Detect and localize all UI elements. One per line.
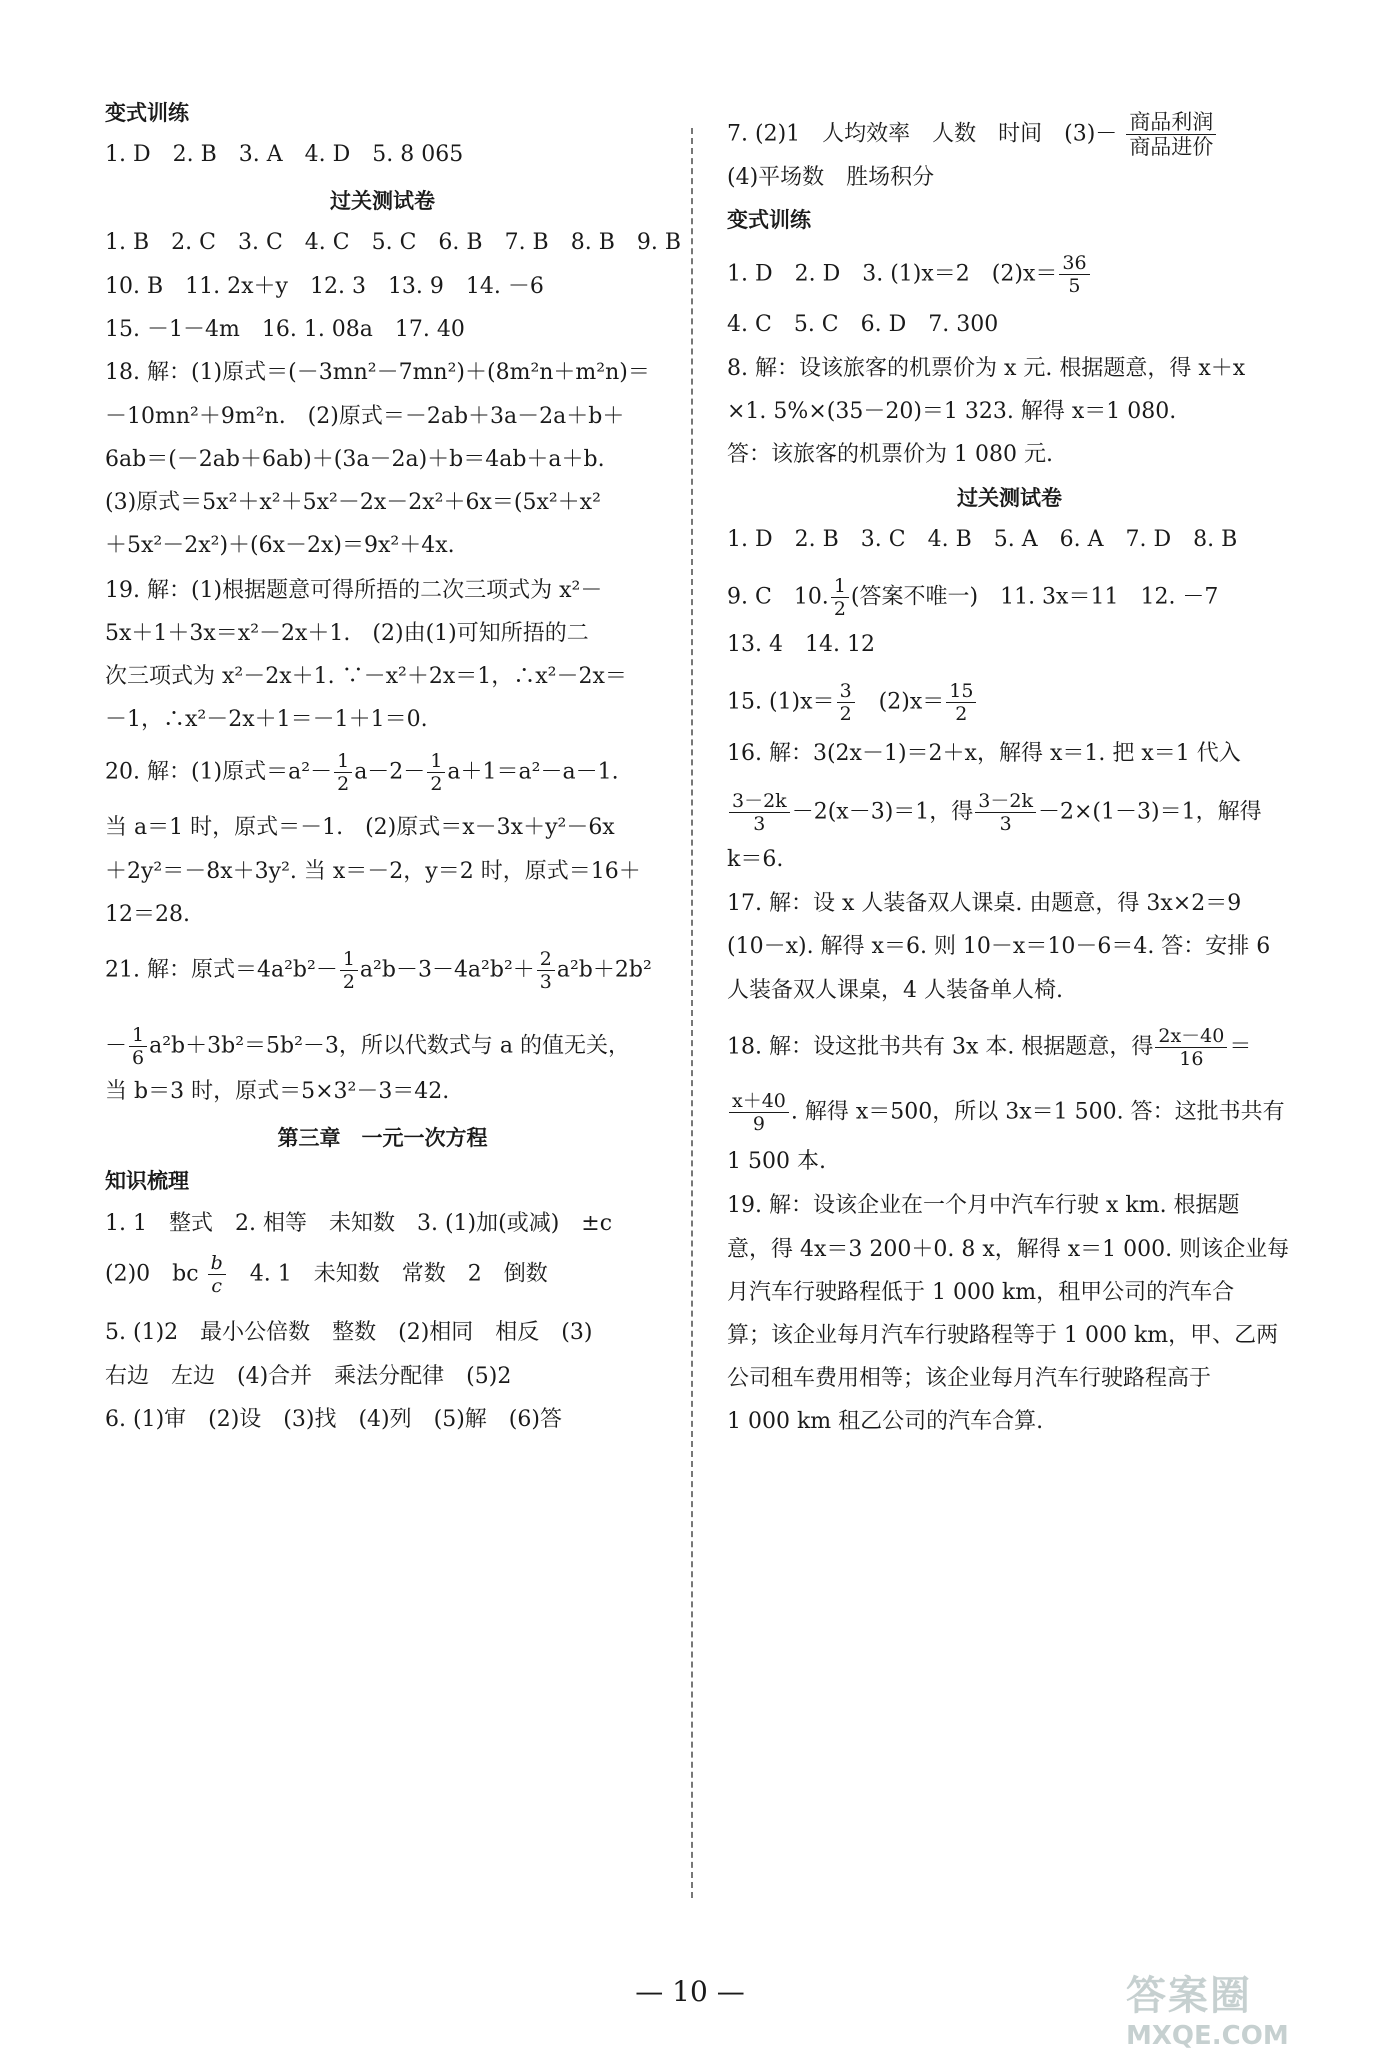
answer-line: 1. 1 整式 2. 相等 未知数 3. (1)加(或减) ±c (105, 1211, 613, 1236)
answer-line: 6. (1)审 (2)设 (3)找 (4)列 (5)解 (6)答 (105, 1407, 562, 1432)
fraction: $\frac{1}{2}$ (334, 750, 352, 795)
answer-line: －10mn²＋9m²n. (2)原式＝－2ab＋3a－2a＋b＋ (105, 404, 625, 429)
answer-line: 算；该企业每月汽车行驶路程等于 1 000 km，甲、乙两 (727, 1323, 1279, 1348)
answer-line-fraction: 21. 解：原式＝4a²b²－ $\frac{1}{2}$ a²b－3－4a²b²＋ $\frac{2}{3}$ a²b＋2b² (105, 948, 652, 993)
answer-line: 16. 解：3(2x－1)＝2＋x，解得 x＝1. 把 x＝1 代入 (727, 741, 1241, 766)
answer-line: 17. 解：设 x 人装备双人课桌. 由题意，得 3x×2＝9 (727, 891, 1242, 916)
column-divider (691, 128, 693, 1898)
answer-line-fraction: (2)0 bc $\frac{b}{c}$ 4. 1 未知数 常数 2 倒数 (105, 1252, 548, 1297)
answer-line: 18. 解：(1)原式＝(－3mn²－7mn²)＋(8m²n＋m²n)＝ (105, 360, 650, 385)
fraction: $\frac{2x-40}{16}$ (1155, 1025, 1227, 1070)
fraction: $\frac{36}{5}$ (1059, 252, 1089, 297)
fraction: $\frac{15}{2}$ (946, 680, 976, 725)
answer-line: 1. D 2. B 3. C 4. B 5. A 6. A 7. D 8. B (727, 527, 1238, 552)
heading-knowledge-review: 知识梳理 (105, 1169, 189, 1193)
heading-test-paper: 过关测试卷 (330, 189, 435, 213)
fraction: $\frac{\text{商品利润}}{\text{商品进价}}$ (1126, 110, 1216, 159)
watermark-top: 答案圈 (1126, 1973, 1252, 2019)
answer-line: ＋5x²－2x²)＋(6x－2x)＝9x²＋4x. (105, 533, 455, 558)
answer-line: 5. (1)2 最小公倍数 整数 (2)相同 相反 (3) (105, 1320, 593, 1345)
fraction: $\frac{3-2k}{3}$ (975, 790, 1036, 835)
answer-line: 公司租车费用相等；该企业每月汽车行驶路程高于 (727, 1366, 1212, 1391)
heading-variant-training: 变式训练 (105, 101, 189, 125)
answer-line: 人装备双人课桌，4 人装备单人椅. (727, 978, 1063, 1003)
fraction: $\frac{1}{6}$ (129, 1024, 147, 1069)
answer-line: (10－x). 解得 x＝6. 则 10－x＝10－6＝4. 答：安排 6 (727, 934, 1271, 959)
answer-line-fraction: $\frac{3-2k}{3}$ －2(x－3)＝1，得 $\frac{3-2k}{3}$ －2×(1－3)＝1，解得 (727, 790, 1262, 835)
answer-line: 答：该旅客的机票价为 1 080 元. (727, 442, 1053, 467)
answer-line: 意，得 4x＝3 200＋0. 8 x，解得 x＝1 000. 则该企业每 (727, 1237, 1290, 1262)
answer-line: 12＝28. (105, 902, 190, 927)
heading-test-paper: 过关测试卷 (957, 486, 1062, 510)
answer-line-fraction: 9. C 10. $\frac{1}{2}$ (答案不唯一) 11. 3x＝11 12. －7 (727, 575, 1219, 620)
fraction: $\frac{2}{3}$ (537, 948, 555, 993)
answer-line: 次三项式为 x²－2x＋1. ∵－x²＋2x＝1，∴x²－2x＝ (105, 664, 627, 689)
answer-line: 5x＋1＋3x＝x²－2x＋1. (2)由(1)可知所捂的二 (105, 621, 589, 646)
answer-line: 19. 解：(1)根据题意可得所捂的二次三项式为 x²－ (105, 578, 603, 603)
answer-line-fraction: 15. (1)x＝ $\frac{3}{2}$ (2)x＝ $\frac{15}{2}$ (727, 680, 978, 725)
fraction: $\frac{1}{2}$ (427, 750, 445, 795)
heading-chapter-3: 第三章 一元一次方程 (277, 1126, 488, 1150)
answer-line: ＋2y²＝－8x＋3y². 当 x＝－2，y＝2 时，原式＝16＋ (105, 859, 641, 884)
answer-line: 当 a＝1 时，原式＝－1. (2)原式＝x－3x＋y²－6x (105, 815, 615, 840)
answer-line: 1 500 本. (727, 1149, 826, 1174)
answer-line: 10. B 11. 2x＋y 12. 3 13. 9 14. －6 (105, 274, 544, 299)
answer-line: (4)平场数 胜场积分 (727, 165, 935, 190)
page-number: — 10 — (635, 1975, 745, 2008)
answer-line: 13. 4 14. 12 (727, 632, 875, 657)
answer-line-fraction: － $\frac{1}{6}$ a²b＋3b²＝5b²－3，所以代数式与 a 的值无关， (105, 1024, 631, 1069)
answer-line: 15. －1－4m 16. 1. 08a 17. 40 (105, 317, 465, 342)
answer-line-fraction: 18. 解：设这批书共有 3x 本. 根据题意，得 $\frac{2x-40}{16}$ ＝ (727, 1025, 1252, 1070)
answer-line-fraction: $\frac{x+40}{9}$ . 解得 x＝500，所以 3x＝1 500. 答：这批书共有 (727, 1090, 1285, 1135)
fraction: $\frac{1}{2}$ (831, 575, 849, 620)
answer-line-fraction: 7. (2)1 人均效率 人数 时间 (3)－ $\frac{\text{商品利润}}{\text{商品进价}}$ (727, 110, 1218, 159)
answer-line-fraction: 1. D 2. D 3. (1)x＝2 (2)x＝ $\frac{36}{5}$ (727, 252, 1092, 297)
answer-line-fraction: 20. 解：(1)原式＝a²－ $\frac{1}{2}$ a－2－ $\frac{1}{2}$ a＋1＝a²－a－1. (105, 750, 619, 795)
fraction: $\frac{b}{c}$ (208, 1252, 226, 1297)
heading-variant-training: 变式训练 (727, 208, 811, 232)
fraction: $\frac{3-2k}{3}$ (729, 790, 790, 835)
watermark-bottom: MXQE.COM (1126, 2021, 1289, 2051)
watermark-logo (1126, 1964, 1356, 2051)
answer-line: 右边 左边 (4)合并 乘法分配律 (5)2 (105, 1364, 512, 1389)
answer-line: 6ab＝(－2ab＋6ab)＋(3a－2a)＋b＝4ab＋a＋b. (105, 447, 605, 472)
answer-line: 月汽车行驶路程低于 1 000 km，租甲公司的汽车合 (727, 1280, 1235, 1305)
answer-line: 当 b＝3 时，原式＝5×3²－3＝42. (105, 1079, 450, 1104)
answer-line: 1. B 2. C 3. C 4. C 5. C 6. B 7. B 8. B 9. B (105, 230, 682, 255)
answer-line: 19. 解：设该企业在一个月中汽车行驶 x km. 根据题 (727, 1193, 1240, 1218)
fraction: $\frac{3}{2}$ (837, 680, 855, 725)
answer-line: 1. D 2. B 3. A 4. D 5. 8 065 (105, 142, 464, 167)
answer-line: ×1. 5%×(35－20)＝1 323. 解得 x＝1 080. (727, 399, 1177, 424)
answer-line: 8. 解：设该旅客的机票价为 x 元. 根据题意，得 x＋x (727, 356, 1246, 381)
answer-line: －1，∴x²－2x＋1＝－1＋1＝0. (105, 707, 428, 732)
fraction: $\frac{1}{2}$ (340, 948, 358, 993)
answer-line: (3)原式＝5x²＋x²＋5x²－2x－2x²＋6x＝(5x²＋x² (105, 490, 601, 515)
answer-line: 1 000 km 租乙公司的汽车合算. (727, 1409, 1044, 1434)
answer-line: k＝6. (727, 847, 784, 872)
fraction: $\frac{x+40}{9}$ (729, 1090, 789, 1135)
answer-line: 4. C 5. C 6. D 7. 300 (727, 312, 999, 337)
